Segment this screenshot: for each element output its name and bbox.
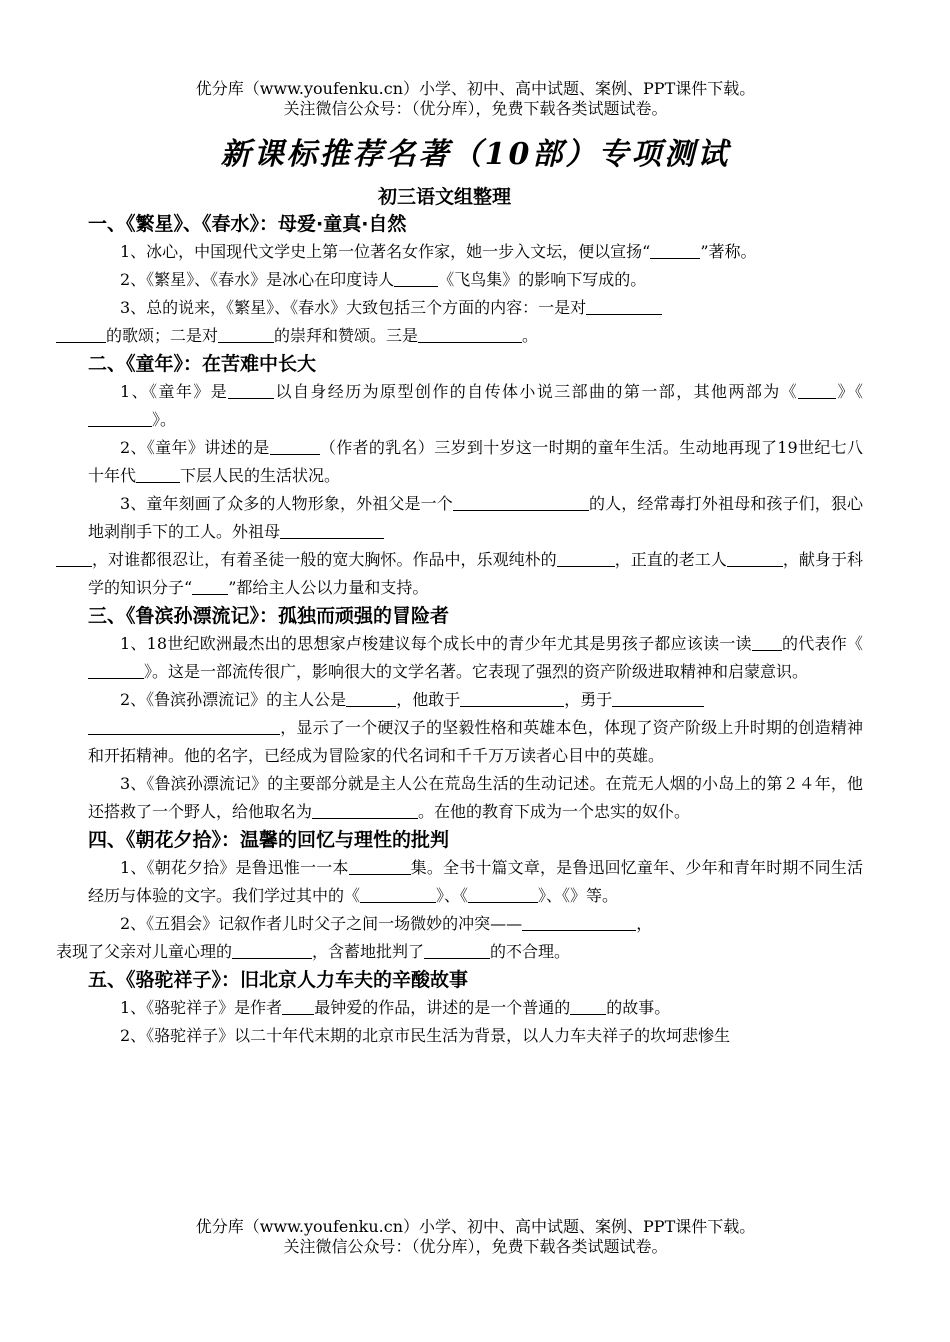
question-5-1 xyxy=(88,994,863,1022)
question-text: 2、《鲁滨孙漂流记》的主人公是 xyxy=(120,690,347,709)
answer-blank[interactable] xyxy=(312,800,418,819)
question-text: 2、《五猖会》记叙作者儿时父子之间一场微妙的冲突—— xyxy=(120,914,523,933)
question-text: 》。 xyxy=(152,410,177,429)
question-text: 》。这是一部流传很广，影响很大的文学名著。它表现了强烈的资产阶级进取精神和启蒙意识。 xyxy=(144,662,809,681)
answer-blank[interactable] xyxy=(453,492,589,511)
answer-blank[interactable] xyxy=(424,940,490,959)
answer-blank[interactable] xyxy=(218,324,274,343)
section-heading-1: 一、《繁星》、《春水》：母爱·童真·自然 xyxy=(88,213,407,235)
answer-blank[interactable] xyxy=(282,996,314,1015)
question-text: 2、《骆驼祥子》以二十年代末期的北京市民生活为背景，以人力车夫祥子的坎坷悲惨生 xyxy=(120,1026,731,1045)
answer-blank[interactable] xyxy=(418,324,522,343)
answer-blank[interactable] xyxy=(88,408,152,427)
document-body xyxy=(56,210,863,1050)
question-2-3 xyxy=(88,490,863,602)
answer-blank[interactable] xyxy=(56,324,106,343)
answer-blank[interactable] xyxy=(136,464,180,483)
answer-blank[interactable] xyxy=(752,632,782,651)
question-text: 》等。 xyxy=(570,886,619,905)
question-text: 的代表作《 xyxy=(781,634,863,653)
question-text: ，他敢于 xyxy=(396,690,461,709)
question-text: ”都给主人公以力量和支持。 xyxy=(228,578,429,597)
question-2-1 xyxy=(88,378,863,434)
question-4-2 xyxy=(56,910,863,966)
answer-blank[interactable] xyxy=(650,240,700,259)
question-1-2 xyxy=(88,266,863,294)
question-text: ，对谁都很忍让，有着圣徒一般的宽大胸怀。作品中，乐观纯朴的 xyxy=(92,550,557,569)
question-5-2 xyxy=(88,1022,863,1050)
answer-blank[interactable] xyxy=(522,912,636,931)
question-text: 1、《朝花夕拾》是鲁迅惟一一本 xyxy=(120,858,349,877)
question-text: 1、《骆驼祥子》是作者 xyxy=(120,998,283,1017)
header-line-1: 优分库（www.youfenku.cn）小学、初中、高中试题、案例、PPT课件下载。 xyxy=(195,79,756,98)
page-footer xyxy=(88,1217,863,1257)
answer-blank[interactable] xyxy=(346,688,396,707)
answer-blank[interactable] xyxy=(349,856,411,875)
answer-blank[interactable] xyxy=(88,716,280,735)
question-text: 最钟爱的作品，讲述的是一个普通的 xyxy=(314,998,571,1017)
question-text: 表现了父亲对儿童心理的 xyxy=(56,942,233,961)
answer-blank[interactable] xyxy=(557,548,615,567)
question-1-3 xyxy=(88,294,863,350)
answer-blank[interactable] xyxy=(192,576,228,595)
question-3-2 xyxy=(88,686,863,770)
answer-blank[interactable] xyxy=(228,380,274,399)
question-text: 以自身经历为原型创作的自传体小说三部曲的第一部，其他两部为《 xyxy=(274,382,799,401)
question-text: ， xyxy=(636,914,653,933)
answer-blank[interactable] xyxy=(460,688,564,707)
question-text: 3、童年刻画了众多的人物形象，外祖父是一个 xyxy=(120,494,453,513)
question-2-2 xyxy=(88,434,863,490)
question-text: 的不合理。 xyxy=(490,942,571,961)
question-text: 》、《 xyxy=(538,886,571,905)
answer-blank[interactable] xyxy=(88,660,144,679)
header-line-2: 关注微信公众号：（优分库），免费下载各类试题试卷。 xyxy=(283,99,668,118)
question-text: 》、《 xyxy=(436,886,469,905)
question-text: ，勇于 xyxy=(564,690,613,709)
document-subtitle: 初三语文组整理 xyxy=(378,186,512,208)
question-text: 1、冰心，中国现代文学史上第一位著名女作家，她一步入文坛，便以宣扬“ xyxy=(120,242,651,261)
page-header xyxy=(88,79,863,119)
question-text: 》《 xyxy=(836,382,863,401)
footer-line-1: 优分库（www.youfenku.cn）小学、初中、高中试题、案例、PPT课件下载。 xyxy=(195,1217,756,1236)
question-text: 2、《繁星》、《春水》是冰心在印度诗人 xyxy=(120,270,395,289)
question-text: 的歌颂；二是对 xyxy=(106,326,219,345)
section-heading-3: 三、《鲁滨孙漂流记》：孤独而顽强的冒险者 xyxy=(88,605,450,627)
question-text: ，显示了一个硬汉子的坚毅性格和英雄本色，体现了资产阶级上升时期的创造精神和开拓精神。他的名字，已经成为冒险家的代名词和千千万万读者心目中的英雄。 xyxy=(88,718,863,765)
question-text: 3、《鲁滨孙漂流记》的主要部分就是主人公在荒岛生活的生动记述。在荒无人烟的小岛上的第２４年，他还搭救了一个野人，给他取名为 xyxy=(88,774,863,821)
answer-blank[interactable] xyxy=(232,940,312,959)
answer-blank[interactable] xyxy=(468,884,538,903)
question-text: 。 xyxy=(522,326,539,345)
section-heading-4: 四、《朝花夕拾》：温馨的回忆与理性的批判 xyxy=(88,829,450,851)
document-title: 新课标推荐名著（10部）专项测试 xyxy=(220,137,731,172)
question-4-1 xyxy=(88,854,863,910)
question-text: 下层人民的生活状况。 xyxy=(180,466,341,485)
question-text: 3、总的说来，《繁星》、《春水》大致包括三个方面的内容：一是对 xyxy=(120,298,587,317)
question-text: 。在他的教育下成为一个忠实的奴仆。 xyxy=(418,802,691,821)
question-3-1 xyxy=(88,630,863,686)
answer-blank[interactable] xyxy=(570,996,606,1015)
question-text: 2、《童年》讲述的是 xyxy=(120,438,270,457)
question-1-1 xyxy=(88,238,863,266)
answer-blank[interactable] xyxy=(56,548,92,567)
answer-blank[interactable] xyxy=(586,296,662,315)
answer-blank[interactable] xyxy=(394,268,438,287)
question-text: 的故事。 xyxy=(606,998,671,1017)
section-heading-5: 五、《骆驼祥子》：旧北京人力车夫的辛酸故事 xyxy=(88,969,469,991)
question-text: 的崇拜和赞颂。三是 xyxy=(274,326,419,345)
question-text: 《飞鸟集》的影响下写成的。 xyxy=(438,270,647,289)
section-heading-2: 二、《童年》：在苦难中长大 xyxy=(88,353,317,375)
answer-blank[interactable] xyxy=(727,548,783,567)
answer-blank[interactable] xyxy=(798,380,836,399)
answer-blank[interactable] xyxy=(360,884,436,903)
question-text: ，正直的老工人 xyxy=(614,550,727,569)
footer-line-2: 关注微信公众号：（优分库），免费下载各类试题试卷。 xyxy=(283,1237,668,1256)
question-text: 1、18世纪欧洲最杰出的思想家卢梭建议每个成长中的青少年尤其是男孩子都应该读一读 xyxy=(120,634,752,653)
question-text: ，献身于科学的知识分子“ xyxy=(88,550,863,597)
answer-blank[interactable] xyxy=(612,688,704,707)
question-3-3 xyxy=(88,770,863,826)
question-text: ，含蓄地批判了 xyxy=(312,942,425,961)
question-text: 集。全书十篇文章，是鲁迅回忆童年、少年和青年时期不同生活经历与体验的文字。我们学过其中的《 xyxy=(88,858,863,905)
question-text: 1、《童年》是 xyxy=(120,382,229,401)
answer-blank[interactable] xyxy=(270,436,320,455)
question-text: 的人，经常毒打外祖母和孩子们，狠心地剥削手下的工人。外祖母 xyxy=(88,494,863,541)
answer-blank[interactable] xyxy=(280,520,384,539)
question-text: ”著称。 xyxy=(700,242,757,261)
question-text: （作者的乳名）三岁到十岁这一时期的童年生活。生动地再现了19世纪七八十年代 xyxy=(88,438,863,485)
